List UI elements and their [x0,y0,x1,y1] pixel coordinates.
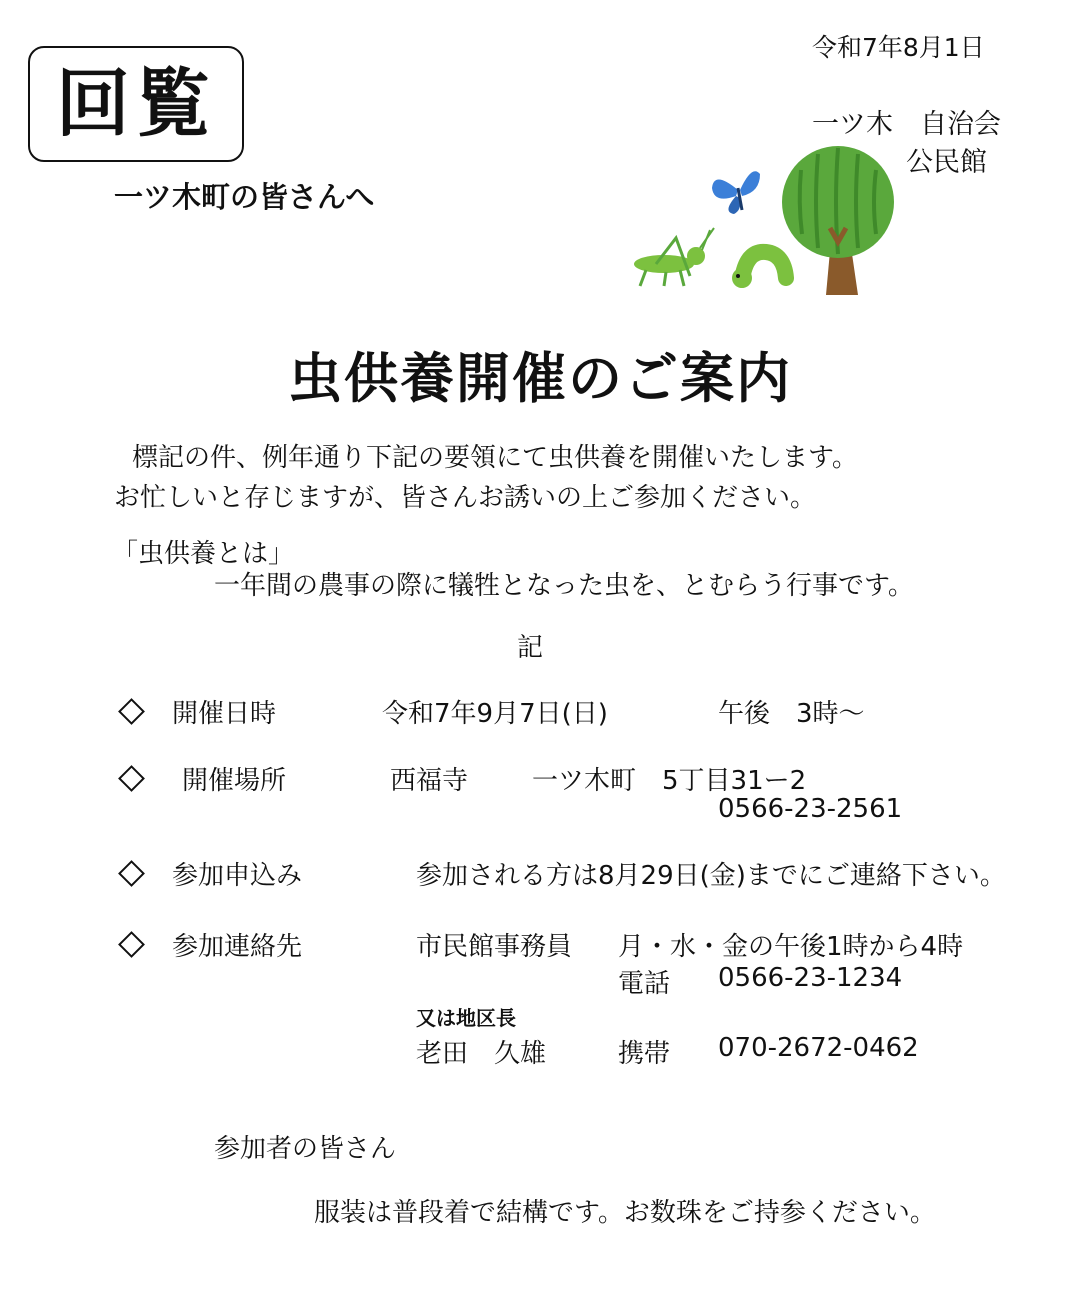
application-deadline: 参加される方は8月29日(金)までにご連絡下さい。 [416,861,1006,891]
diamond-bullet-icon [118,765,145,792]
definition-heading: 「虫供養とは」 [112,539,295,569]
contact-alternate-label: 又は地区長 [416,1006,516,1030]
contact-alternate-name: 老田 久雄 [416,1039,547,1069]
datetime-label: 開催日時 [172,699,277,729]
contact-mobile: 070-2672-0462 [718,1033,919,1063]
sender-organization: 一ツ木 自治会 [812,109,1001,140]
definition-text: 一年間の農事の際に犠牲となった虫を、とむらう行事です。 [214,571,914,601]
sender-sub-organization: 公民館 [906,147,987,178]
circulation-stamp-label: 回覧 [56,61,216,147]
contact-hours: 月・水・金の午後1時から4時 [618,932,964,962]
issue-date: 令和7年8月1日 [812,33,985,62]
ki-heading: 記 [517,633,544,663]
butterfly-icon [712,171,760,214]
event-time: 午後 3時～ [718,699,865,729]
event-date: 令和7年9月7日(日) [382,699,608,729]
caterpillar-icon [732,252,786,288]
grasshopper-icon [634,228,714,286]
contact-office: 市民館事務員 [416,932,573,962]
venue-label: 開催場所 [182,766,287,796]
application-label: 参加申込み [172,861,303,891]
venue-phone: 0566-23-2561 [718,794,903,824]
diamond-bullet-icon [118,860,145,887]
contact-phone-label: 電話 [618,969,671,999]
recipient-line: 一ツ木町の皆さんへ [114,180,375,214]
insects-and-tree-illustration [626,130,906,300]
diamond-bullet-icon [118,698,145,725]
contact-mobile-label: 携帯 [618,1039,671,1069]
contact-label: 参加連絡先 [172,932,303,962]
diamond-bullet-icon [118,931,145,958]
contact-phone: 0566-23-1234 [718,963,903,993]
tree-icon [782,146,894,295]
venue-address: 一ツ木町 5丁目31ー2 [532,766,807,796]
venue-name: 西福寺 [390,766,469,796]
intro-line-2: お忙しいと存じますが、皆さんお誘いの上ご参加ください。 [114,483,817,513]
circulation-stamp [28,46,244,162]
document-title: 虫供養開催のご案内 [288,347,792,410]
closing-note: 服装は普段着で結構です。お数珠をご持参ください。 [314,1198,936,1228]
closing-addressee: 参加者の皆さん [214,1134,397,1164]
intro-line-1: 標記の件、例年通り下記の要領にて虫供養を開催いたします。 [132,443,858,473]
